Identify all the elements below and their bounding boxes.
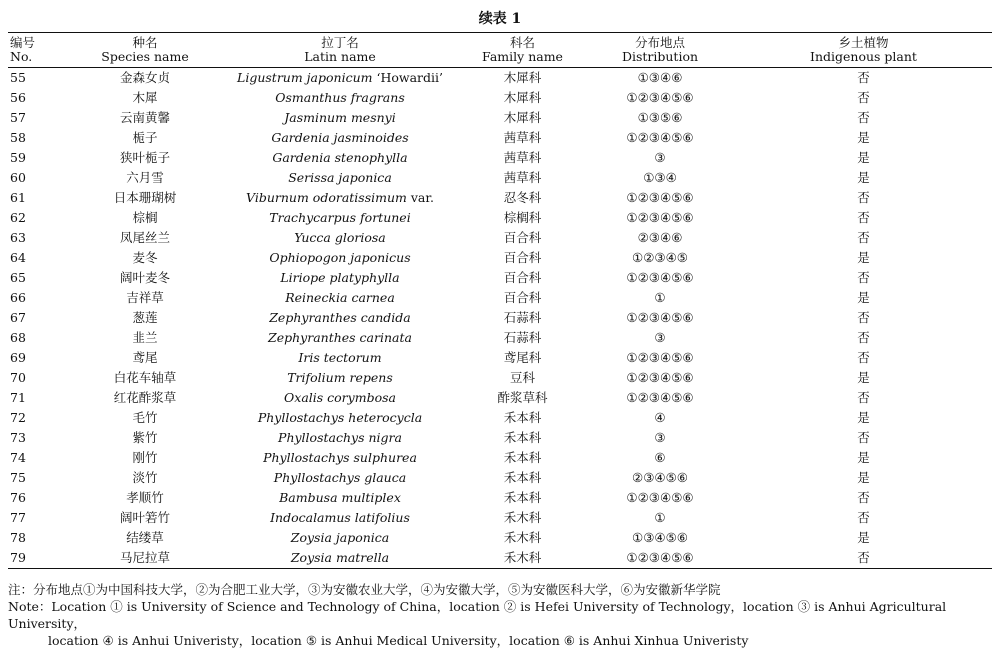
cell-species: 韭兰 — [132, 330, 158, 345]
cell-latin — [220, 108, 460, 128]
cell-family: 禾本科 — [503, 410, 542, 425]
cell-distribution: ②③④⑥ — [637, 230, 683, 245]
latin-name: Liriope platyphylla — [280, 270, 400, 285]
cell-no: 59 — [10, 150, 26, 165]
cell-latin — [220, 248, 460, 268]
cell-no: 58 — [10, 130, 26, 145]
cell-no: 57 — [10, 110, 26, 125]
cell-family: 石蒜科 — [503, 310, 542, 325]
latin-name: Zoysia japonica — [290, 530, 390, 545]
header-latin-en: Latin name — [304, 49, 376, 64]
cell-distribution: ③ — [654, 430, 666, 445]
cell-species: 葱莲 — [132, 310, 158, 325]
cell-distribution: ①②③④⑤⑥ — [626, 490, 694, 505]
header-latin-cn: 拉丁名 — [321, 35, 359, 50]
cell-indigenous: 否 — [857, 390, 870, 405]
header-indigenous — [735, 33, 992, 68]
cell-distribution: ⑥ — [654, 450, 666, 465]
table-row — [8, 168, 992, 188]
cell-latin — [220, 468, 460, 488]
latin-name: Trachycarpus fortunei — [269, 210, 411, 225]
cell-family: 禾木科 — [503, 530, 542, 545]
cell-species: 淡竹 — [132, 470, 158, 485]
cell-family: 百合科 — [503, 290, 542, 305]
cell-no: 63 — [10, 230, 26, 245]
cell-indigenous: 否 — [857, 510, 870, 525]
cell-latin — [220, 528, 460, 548]
cell-latin — [220, 68, 460, 89]
cell-indigenous: 否 — [857, 210, 870, 225]
table-row — [8, 548, 992, 569]
cell-family: 木犀科 — [503, 110, 542, 125]
note-cn: 注：分布地点①为中国科技大学，②为合肥工业大学，③为安徽农业大学，④为安徽大学，⑤为安徽医科大学，⑥为安徽新华学院 — [8, 582, 721, 597]
cell-latin — [220, 128, 460, 148]
cell-latin — [220, 308, 460, 328]
cell-distribution: ①②③④⑤ — [631, 250, 689, 265]
cell-family: 茜草科 — [503, 150, 542, 165]
cell-family: 百合科 — [503, 270, 542, 285]
table-row — [8, 448, 992, 468]
cell-species: 棕榈 — [132, 210, 158, 225]
latin-name: Gardenia jasminoides — [271, 130, 409, 145]
cell-no: 78 — [10, 530, 26, 545]
cell-distribution: ②③④⑤⑥ — [631, 470, 689, 485]
header-family-cn: 科名 — [509, 35, 535, 50]
cell-indigenous: 是 — [857, 530, 870, 545]
cell-species: 狭叶栀子 — [119, 150, 170, 165]
cell-no: 56 — [10, 90, 26, 105]
cell-species: 吉祥草 — [126, 290, 164, 305]
cell-species: 阔叶箬竹 — [119, 510, 170, 525]
cell-latin — [220, 148, 460, 168]
cell-family: 木犀科 — [503, 90, 542, 105]
cell-indigenous: 是 — [857, 470, 870, 485]
table-row — [8, 188, 992, 208]
header-indig-en: Indigenous plant — [810, 49, 917, 64]
cell-indigenous: 否 — [857, 190, 870, 205]
cell-latin — [220, 348, 460, 368]
cell-species: 白花车轴草 — [113, 370, 177, 385]
cell-distribution: ①②③④⑤⑥ — [626, 350, 694, 365]
cell-species: 木犀 — [132, 90, 158, 105]
cell-family: 百合科 — [503, 230, 542, 245]
cell-distribution: ①③⑤⑥ — [637, 110, 683, 125]
table-row — [8, 488, 992, 508]
cell-no: 69 — [10, 350, 26, 365]
table-row — [8, 128, 992, 148]
table-row — [8, 148, 992, 168]
header-species — [70, 33, 220, 68]
table-row — [8, 328, 992, 348]
header-family — [460, 33, 585, 68]
cell-distribution: ①②③④⑤⑥ — [626, 270, 694, 285]
cell-no: 79 — [10, 550, 26, 565]
cell-family: 禾本科 — [503, 490, 542, 505]
cell-indigenous: 否 — [857, 110, 870, 125]
latin-name: Phyllostachys sulphurea — [263, 450, 417, 465]
cell-indigenous: 是 — [857, 130, 870, 145]
cell-latin — [220, 88, 460, 108]
cell-latin — [220, 208, 460, 228]
cell-indigenous: 是 — [857, 250, 870, 265]
cell-species: 阔叶麦冬 — [119, 270, 170, 285]
header-dist-en: Distribution — [621, 49, 699, 64]
cell-indigenous: 否 — [857, 430, 870, 445]
cell-distribution: ①②③④⑤⑥ — [626, 130, 694, 145]
latin-name: Gardenia stenophylla — [272, 150, 408, 165]
cell-species: 六月雪 — [126, 170, 164, 185]
cell-latin — [220, 428, 460, 448]
cell-latin — [220, 288, 460, 308]
table-row — [8, 408, 992, 428]
cell-no: 74 — [10, 450, 26, 465]
cell-distribution: ①③④⑤⑥ — [631, 530, 689, 545]
cell-latin — [220, 408, 460, 428]
cell-family: 石蒜科 — [503, 330, 542, 345]
cell-distribution: ① — [654, 510, 666, 525]
cell-latin — [220, 168, 460, 188]
table-row — [8, 68, 992, 89]
cell-indigenous: 是 — [857, 450, 870, 465]
latin-name: Osmanthus fragrans — [275, 90, 405, 105]
table-row — [8, 88, 992, 108]
cell-no: 61 — [10, 190, 26, 205]
cell-family: 忍冬科 — [503, 190, 542, 205]
cell-species: 云南黄馨 — [119, 110, 170, 125]
cell-distribution: ①③④⑥ — [637, 70, 683, 85]
cell-species: 日本珊瑚树 — [113, 190, 177, 205]
table-row — [8, 228, 992, 248]
table-row — [8, 388, 992, 408]
table-row — [8, 108, 992, 128]
cell-distribution: ① — [654, 290, 666, 305]
cell-indigenous: 否 — [857, 330, 870, 345]
cell-no: 67 — [10, 310, 26, 325]
table-row — [8, 308, 992, 328]
latin-name: Zephyranthes candida — [269, 310, 411, 325]
latin-name: Yucca gloriosa — [294, 230, 386, 245]
cell-family: 豆科 — [509, 370, 535, 385]
cell-family: 鸢尾科 — [503, 350, 542, 365]
cell-no: 55 — [10, 70, 26, 85]
cell-distribution: ①②③④⑤⑥ — [626, 390, 694, 405]
cell-family: 茜草科 — [503, 170, 542, 185]
cell-family: 禾本科 — [503, 430, 542, 445]
cell-indigenous: 否 — [857, 350, 870, 365]
cell-latin — [220, 268, 460, 288]
cell-species: 孝顺竹 — [126, 490, 164, 505]
cell-indigenous: 否 — [857, 70, 870, 85]
cell-no: 72 — [10, 410, 26, 425]
latin-name: Trifolium repens — [287, 370, 393, 385]
header-species-en: Species name — [101, 49, 189, 64]
latin-name: Serissa japonica — [288, 170, 392, 185]
cell-family: 禾本科 — [503, 450, 542, 465]
cell-species: 刚竹 — [132, 450, 158, 465]
latin-name: Zephyranthes carinata — [268, 330, 412, 345]
latin-name: Bambusa multiplex — [279, 490, 401, 505]
cell-species: 麦冬 — [132, 250, 158, 265]
cell-latin — [220, 368, 460, 388]
cell-indigenous: 是 — [857, 170, 870, 185]
header-distribution — [585, 33, 735, 68]
cell-no: 64 — [10, 250, 26, 265]
cell-latin — [220, 508, 460, 528]
cell-no: 73 — [10, 430, 26, 445]
latin-name: Phyllostachys nigra — [278, 430, 402, 445]
cell-distribution: ③ — [654, 150, 666, 165]
latin-name: Oxalis corymbosa — [284, 390, 396, 405]
cell-species: 凤尾丝兰 — [119, 230, 170, 245]
cell-species: 紫竹 — [132, 430, 158, 445]
header-indig-cn: 乡土植物 — [838, 35, 889, 50]
cell-species: 红花酢浆草 — [113, 390, 177, 405]
table-row — [8, 428, 992, 448]
cell-species: 毛竹 — [132, 410, 158, 425]
cell-indigenous: 否 — [857, 230, 870, 245]
latin-name: Reineckia carnea — [285, 290, 395, 305]
cell-indigenous: 否 — [857, 550, 870, 565]
cell-latin — [220, 488, 460, 508]
cell-no: 60 — [10, 170, 26, 185]
table-notes — [8, 581, 992, 649]
cell-distribution: ①③④ — [643, 170, 677, 185]
table-body — [8, 68, 992, 569]
cell-no: 65 — [10, 270, 26, 285]
latin-name: Phyllostachys glauca — [273, 470, 407, 485]
table-row — [8, 288, 992, 308]
cell-indigenous: 否 — [857, 270, 870, 285]
cell-family: 棕榈科 — [503, 210, 542, 225]
cell-species: 结缕草 — [126, 530, 164, 545]
latin-name: Zoysia matrella — [290, 550, 390, 565]
cell-distribution: ①②③④⑤⑥ — [626, 190, 694, 205]
cell-species: 金森女贞 — [119, 70, 170, 85]
header-no — [8, 33, 70, 68]
cell-distribution: ①②③④⑤⑥ — [626, 550, 694, 565]
header-dist-cn: 分布地点 — [634, 35, 685, 50]
header-no-cn: 编号 — [10, 35, 36, 50]
note-en-line1: Note：Location ① is University of Science and Technology of China，location ② is Hefei University of Technology，location ③ is Anhui Agricultural University， — [8, 599, 947, 631]
cell-family: 禾木科 — [503, 550, 542, 565]
cell-indigenous: 否 — [857, 490, 870, 505]
cell-species: 鸢尾 — [132, 350, 158, 365]
cell-distribution: ①②③④⑤⑥ — [626, 210, 694, 225]
latin-name: Phyllostachys heterocycla — [257, 410, 423, 425]
latin-name: Viburnum odoratissimum — [246, 190, 407, 205]
note-en-line2: location ④ is Anhui Univeristy，location ⑤ is Anhui Medical University，location ⑥ is Anhui Xinhua Univeristy — [48, 633, 749, 648]
latin-qualifier: var. — [410, 190, 434, 205]
table-row — [8, 208, 992, 228]
table-row — [8, 268, 992, 288]
cell-species: 栀子 — [132, 130, 158, 145]
cell-distribution: ①②③④⑤⑥ — [626, 310, 694, 325]
header-latin — [220, 33, 460, 68]
latin-name: Ligustrum japonicum — [237, 70, 373, 85]
latin-name: Ophiopogon japonicus — [269, 250, 411, 265]
cell-distribution: ③ — [654, 330, 666, 345]
header-no-en: No. — [10, 49, 33, 64]
cell-latin — [220, 548, 460, 569]
cell-family: 禾木科 — [503, 510, 542, 525]
cell-no: 70 — [10, 370, 26, 385]
cell-species: 马尼拉草 — [119, 550, 170, 565]
cell-family: 禾本科 — [503, 470, 542, 485]
header-species-cn: 种名 — [132, 35, 158, 50]
header-family-en: Family name — [482, 49, 563, 64]
species-table — [8, 32, 992, 569]
table-row — [8, 368, 992, 388]
table-row — [8, 468, 992, 488]
cell-indigenous: 是 — [857, 410, 870, 425]
table-row — [8, 248, 992, 268]
table-row — [8, 528, 992, 548]
cell-family: 茜草科 — [503, 130, 542, 145]
cell-latin — [220, 448, 460, 468]
cell-no: 68 — [10, 330, 26, 345]
cell-indigenous: 是 — [857, 290, 870, 305]
cell-no: 76 — [10, 490, 26, 505]
cell-no: 77 — [10, 510, 26, 525]
cell-latin — [220, 328, 460, 348]
cell-indigenous: 是 — [857, 150, 870, 165]
cell-indigenous: 是 — [857, 370, 870, 385]
header-row — [8, 33, 992, 68]
cell-latin — [220, 228, 460, 248]
cell-no: 66 — [10, 290, 26, 305]
table-row — [8, 508, 992, 528]
cell-indigenous: 否 — [857, 90, 870, 105]
cell-latin — [220, 388, 460, 408]
latin-name: Iris tectorum — [298, 350, 382, 365]
table-row — [8, 348, 992, 368]
cell-family: 木犀科 — [503, 70, 542, 85]
latin-qualifier: ‘Howardii’ — [376, 70, 443, 85]
cell-latin — [220, 188, 460, 208]
cell-family: 酢浆草科 — [497, 390, 548, 405]
cell-distribution: ④ — [654, 410, 666, 425]
latin-name: Indocalamus latifolius — [270, 510, 410, 525]
cell-no: 75 — [10, 470, 26, 485]
cell-distribution: ①②③④⑤⑥ — [626, 90, 694, 105]
cell-indigenous: 否 — [857, 310, 870, 325]
cell-no: 71 — [10, 390, 26, 405]
cell-distribution: ①②③④⑤⑥ — [626, 370, 694, 385]
table-title: 续表 1 — [478, 11, 522, 27]
cell-family: 百合科 — [503, 250, 542, 265]
cell-no: 62 — [10, 210, 26, 225]
latin-name: Jasminum mesnyi — [284, 110, 396, 125]
